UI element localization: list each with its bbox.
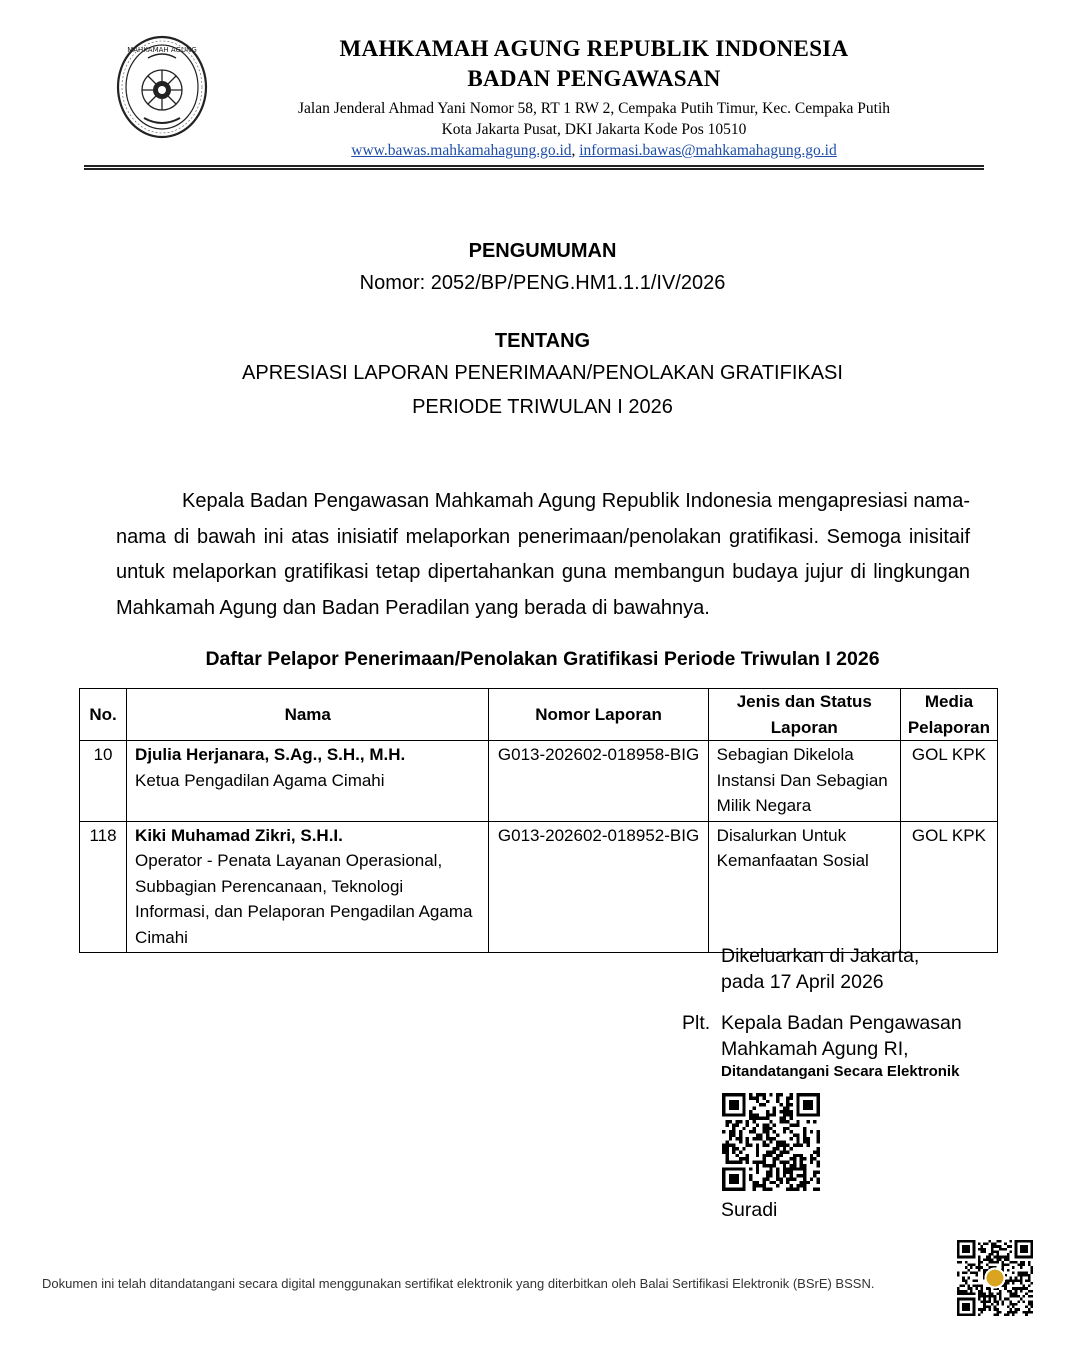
letterhead-text bbox=[204, 34, 984, 161]
qr-code-icon bbox=[722, 1093, 820, 1191]
cell-no: 118 bbox=[80, 821, 127, 953]
header-no: No. bbox=[80, 689, 127, 741]
signatory-title-line-2: Mahkamah Agung RI, bbox=[721, 1038, 909, 1060]
cell-nama bbox=[127, 741, 489, 822]
subject-line-2: PERIODE TRIWULAN I 2026 bbox=[412, 396, 673, 418]
electronic-signature-note: Ditandatangani Secara Elektronik bbox=[721, 1063, 960, 1080]
cell-nomor-laporan: G013-202602-018958-BIG bbox=[489, 741, 708, 822]
cell-jenis-status: Sebagian Dikelola Instansi Dan Sebagian Milik Negara bbox=[708, 741, 900, 822]
header-jenis-line-2: Laporan bbox=[770, 717, 838, 737]
announcement-title-block bbox=[0, 236, 1080, 424]
reporter-name: Kiki Muhamad Zikri, S.H.I. bbox=[135, 825, 343, 845]
header-jenis-line-1: Jenis dan Status bbox=[736, 692, 872, 711]
table-header-row bbox=[80, 689, 998, 741]
about-label: TENTANG bbox=[494, 330, 591, 352]
signatory-title bbox=[721, 1010, 1021, 1062]
address-line-2: Kota Jakarta Pusat, DKI Jakarta Kode Pos 10510 bbox=[441, 121, 747, 138]
header-media-line-2: Pelaporan bbox=[907, 717, 991, 737]
header-media-pelaporan bbox=[900, 689, 997, 741]
header-nama: Nama bbox=[127, 689, 489, 741]
reporter-position: Operator - Penata Layanan Operasional, Subbagian Perencanaan, Teknologi Informasi, dan Pelaporan Pengadilan Agama Cimahi bbox=[135, 851, 473, 947]
body-paragraph: Kepala Badan Pengawasan Mahkamah Agung Republik Indonesia mengapresiasi nama-nama di bawah ini atas inisiatif melaporkan penerimaan/penolakan gratifikasi. Semoga inisitaif untuk melaporkan gratifikasi tetap dipertahankan guna membangun budaya jujur di lingkungan Mahkamah Agung dan Badan Peradilan yang berada di bawahnya. bbox=[116, 490, 970, 619]
contact-links bbox=[204, 140, 984, 161]
cell-jenis-status: Disalurkan Untuk Kemanfaatan Sosial bbox=[708, 821, 900, 953]
organization-name: MAHKAMAH AGUNG REPUBLIK INDONESIA bbox=[339, 36, 849, 61]
cell-media: GOL KPK bbox=[900, 821, 997, 953]
cell-nama bbox=[127, 821, 489, 953]
subject-line-1: APRESIASI LAPORAN PENERIMAAN/PENOLAKAN GRATIFIKASI bbox=[242, 362, 843, 384]
table-row bbox=[80, 741, 998, 822]
signer-name: Suradi bbox=[721, 1199, 778, 1221]
website-link[interactable]: www.bawas.mahkamahagung.go.id bbox=[351, 142, 572, 159]
header-nomor-laporan: Nomor Laporan bbox=[489, 689, 708, 741]
issued-place-date bbox=[721, 943, 1021, 995]
document-number: Nomor: 2052/BP/PENG.HM1.1.1/IV/2026 bbox=[359, 272, 726, 294]
header-jenis-status bbox=[708, 689, 900, 741]
logo-lettering: MAHKAMAH AGUNG bbox=[127, 46, 197, 54]
header-media-line-1: Media bbox=[924, 692, 974, 711]
table-row bbox=[80, 821, 998, 953]
issued-place: Dikeluarkan di Jakarta, bbox=[721, 945, 920, 967]
document-type: PENGUMUMAN bbox=[468, 240, 617, 262]
mahkamah-agung-logo bbox=[114, 32, 210, 142]
digital-signature-footer: Dokumen ini telah ditandatangani secara digital menggunakan sertifikat elektronik yang diterbitkan oleh Balai Sertifikasi Elektronik (BSrE) BSSN. bbox=[42, 1276, 875, 1291]
table-title: Daftar Pelapor Penerimaan/Penolakan Gratifikasi Periode Triwulan I 2026 bbox=[205, 648, 880, 670]
letterhead bbox=[84, 20, 984, 170]
letterhead-divider bbox=[84, 165, 984, 167]
letterhead-divider-secondary bbox=[84, 168, 984, 170]
cell-no: 10 bbox=[80, 741, 127, 822]
qr-code-icon bbox=[957, 1240, 1033, 1316]
reporter-name: Djulia Herjanara, S.Ag., S.H., M.H. bbox=[135, 745, 406, 764]
cell-media: GOL KPK bbox=[900, 741, 997, 822]
signatory-title-line-1: Kepala Badan Pengawasan bbox=[721, 1012, 962, 1034]
link-separator: , bbox=[571, 142, 580, 159]
reporter-table bbox=[79, 688, 998, 953]
reporter-position: Ketua Pengadilan Agama Cimahi bbox=[135, 770, 385, 790]
plt-label: Plt. bbox=[682, 1012, 711, 1034]
unit-name: BADAN PENGAWASAN bbox=[467, 66, 721, 91]
cell-nomor-laporan: G013-202602-018952-BIG bbox=[489, 821, 708, 953]
issued-date: pada 17 April 2026 bbox=[721, 971, 884, 993]
email-link[interactable]: informasi.bawas@mahkamahagung.go.id bbox=[579, 142, 837, 159]
address-line-1: Jalan Jenderal Ahmad Yani Nomor 58, RT 1 RW 2, Cempaka Putih Timur, Kec. Cempaka Putih bbox=[297, 100, 890, 117]
